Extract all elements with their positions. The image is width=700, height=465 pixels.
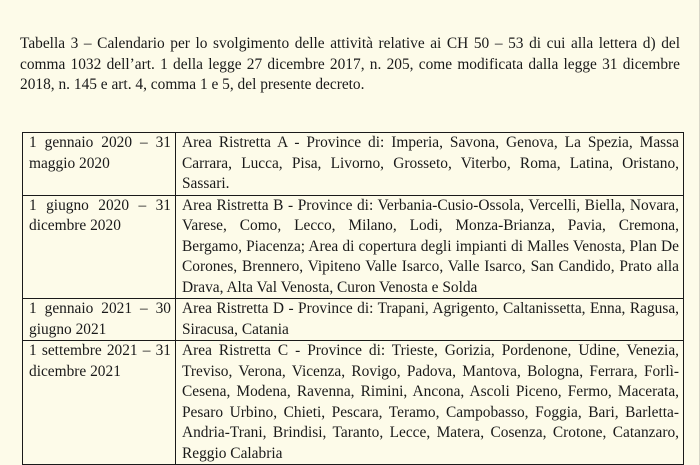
calendar-table (22, 132, 684, 465)
provinces-cell: Area Ristretta C - Province di: Trieste, Gorizia, Pordenone, Udine, Venezia, Treviso, Verona, Vicenza, Rovigo, Padova, Mantova, Bologna, Ferrara, Forlì-Cesena, Modena, Ravenna, Rimini, Ancona, Ascoli Piceno, Fermo, Macerata, Pesaro Urbino, Chieti, Pescara, Teramo, Campobasso, Foggia, Bari, Barletta-Andria-Trani, Brindisi, Taranto, Lecce, Matera, Cosenza, Crotone, Catanzaro, Reggio Calabria (176, 341, 684, 465)
table-row (23, 341, 684, 465)
provinces-cell: Area Ristretta B - Province di: Verbania-Cusio-Ossola, Vercelli, Biella, Novara, Varese, Como, Lecco, Milano, Lodi, Monza-Brianza, Pavia, Cremona, Bergamo, Piacenza; Area di copertura degli impianti di Malles Venosta, Plan De Corones, Brennero, Vipiteno Valle Isarco, Valle Isarco, San Candido, Prato alla Drava, Alta Val Venosta, Curon Venosta e Solda (176, 195, 684, 299)
period-cell: 1 gennaio 2021 – 30 giugno 2021 (23, 299, 176, 341)
period-cell: 1 gennaio 2020 – 31 maggio 2020 (23, 133, 176, 196)
table-row (23, 299, 684, 341)
period-cell: 1 giugno 2020 – 31 dicembre 2020 (23, 195, 176, 299)
period-cell: 1 settembre 2021 – 31 dicembre 2021 (23, 341, 176, 465)
provinces-cell: Area Ristretta D - Province di: Trapani, Agrigento, Caltanissetta, Enna, Ragusa, Siracusa, Catania (176, 299, 684, 341)
table-row (23, 133, 684, 196)
provinces-cell: Area Ristretta A - Province di: Imperia, Savona, Genova, La Spezia, Massa Carrara, Lucca, Pisa, Livorno, Grosseto, Viterbo, Roma, Latina, Oristano, Sassari. (176, 133, 684, 196)
table-caption: Tabella 3 – Calendario per lo svolgimento delle attività relative ai CH 50 – 53 di cui alla lettera d) del comma 1032 dell’art. 1 della legge 27 dicembre 2017, n. 205, come modificata dalla legge 31 dicembre 2018, n. 145 e art. 4, comma 1 e 5, del presente decreto. (20, 35, 680, 94)
table-row (23, 195, 684, 299)
